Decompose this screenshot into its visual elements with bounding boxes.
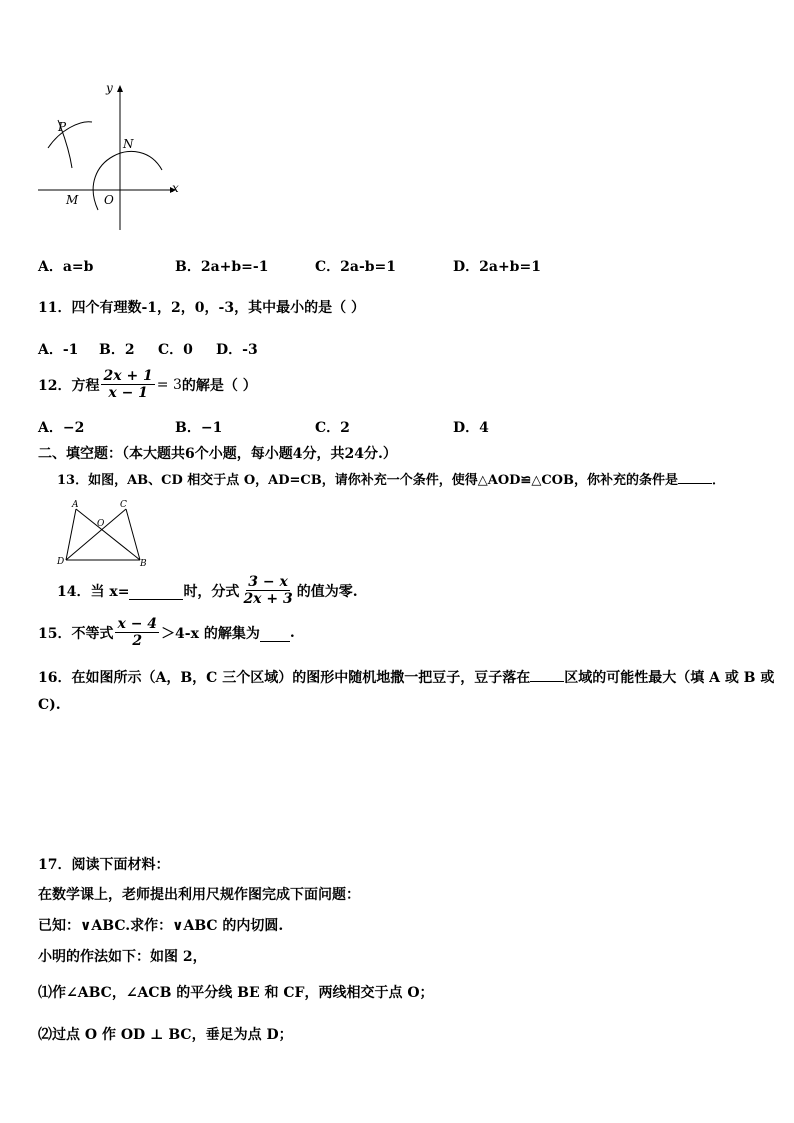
q15-pre: 15．不等式 bbox=[38, 625, 114, 642]
q14-answer-blank bbox=[129, 587, 183, 600]
q13-end: ． bbox=[711, 473, 725, 488]
label-p: P bbox=[58, 120, 67, 134]
q14-mid: 时，分式 bbox=[183, 583, 240, 600]
q15-fraction bbox=[115, 616, 159, 649]
q17-line3: 已知：∨ABC.求作：∨ABC 的内切圆. bbox=[38, 918, 284, 934]
q11-option-b: B．2 bbox=[99, 342, 135, 358]
q11-option-c: C．0 bbox=[158, 342, 193, 358]
segment-ab bbox=[76, 509, 140, 560]
segment-cb bbox=[126, 509, 140, 560]
q14-denominator: 2x + 3 bbox=[243, 591, 293, 607]
q15-numerator: x − 4 bbox=[117, 616, 158, 632]
q12-post: 的解是（ ） bbox=[181, 377, 257, 394]
label-n: N bbox=[123, 137, 134, 151]
q16-line1 bbox=[38, 667, 774, 687]
q12-numerator: 2x + 1 bbox=[103, 368, 153, 384]
q10-option-d: D．2a+b=1 bbox=[453, 259, 541, 275]
q13-stem bbox=[57, 469, 725, 488]
q10-option-b: B．2a+b=-1 bbox=[175, 259, 269, 275]
q12-stem bbox=[38, 368, 257, 401]
q17-line2: 在数学课上，老师提出利用尺规作图完成下面问题： bbox=[38, 887, 360, 903]
coordinate-figure bbox=[30, 80, 190, 240]
q12-option-b: B．−1 bbox=[175, 420, 223, 436]
q16-text-b: 区域的可能性最大（填 A 或 B 或 bbox=[564, 670, 775, 686]
q11-stem: 11．四个有理数-1，2，0，-3，其中最小的是（ ） bbox=[38, 300, 365, 316]
label-d: D bbox=[57, 557, 65, 567]
q11-option-a: A．-1 bbox=[38, 342, 79, 358]
q17-line5: ⑴作∠ABC，∠ACB 的平分线 BE 和 CF，两线相交于点 O； bbox=[38, 985, 434, 1001]
q12-option-a: A．−2 bbox=[38, 420, 85, 436]
q10-option-a: A．a=b bbox=[38, 259, 94, 275]
q15-post: ＞4-x 的解集为 bbox=[161, 625, 260, 642]
label-b: B bbox=[140, 559, 147, 569]
q15-stem bbox=[38, 616, 295, 649]
q16-line2: C). bbox=[38, 697, 61, 713]
q16-answer-blank bbox=[530, 669, 564, 682]
label-a: A bbox=[72, 500, 79, 510]
q14-pre: 14．当 x= bbox=[57, 583, 130, 600]
q14-stem bbox=[57, 574, 358, 607]
label-o: O bbox=[104, 193, 114, 207]
q12-fraction bbox=[101, 368, 154, 401]
q13-figure bbox=[54, 498, 150, 570]
y-axis-arrow bbox=[117, 85, 123, 92]
q17-line1: 17．阅读下面材料： bbox=[38, 857, 170, 873]
arc-p bbox=[48, 122, 92, 148]
q14-post: 的值为零. bbox=[296, 583, 358, 600]
q16-text: 16．在如图所示（A，B，C 三个区域）的图形中随机地撒一把豆子，豆子落在 bbox=[38, 670, 531, 686]
q12-option-c: C．2 bbox=[315, 420, 350, 436]
q12-pre: 12．方程 bbox=[38, 377, 100, 394]
q12-eq: = 3 bbox=[156, 376, 182, 393]
q15-answer-blank bbox=[260, 629, 290, 642]
label-y: y bbox=[106, 81, 113, 95]
q12-option-d: D．4 bbox=[453, 420, 489, 436]
q11-option-d: D．-3 bbox=[216, 342, 258, 358]
q14-fraction bbox=[241, 574, 294, 607]
q13-answer-blank bbox=[678, 471, 712, 484]
q13-text: 13．如图，AB、CD 相交于点 O，AD=CB，请你补充一个条件，使得△AOD≌△COB，你补充的条件是 bbox=[57, 473, 678, 488]
q15-denominator: 2 bbox=[132, 633, 143, 649]
q17-line6: ⑵过点 O 作 OD ⊥ BC，垂足为点 D； bbox=[38, 1027, 293, 1043]
label-m: M bbox=[66, 193, 79, 207]
label-o: O bbox=[97, 519, 105, 529]
q10-option-c: C．2a-b=1 bbox=[315, 259, 397, 275]
q12-denominator: x − 1 bbox=[108, 385, 148, 401]
label-x: x bbox=[172, 181, 179, 195]
q14-numerator: 3 − x bbox=[248, 574, 288, 590]
section-2-heading: 二、填空题：（本大题共6个小题，每小题4分，共24分.） bbox=[38, 446, 397, 462]
label-c: C bbox=[120, 500, 127, 510]
q17-line4: 小明的作法如下：如图 2， bbox=[38, 949, 207, 965]
q15-end: . bbox=[289, 624, 295, 641]
